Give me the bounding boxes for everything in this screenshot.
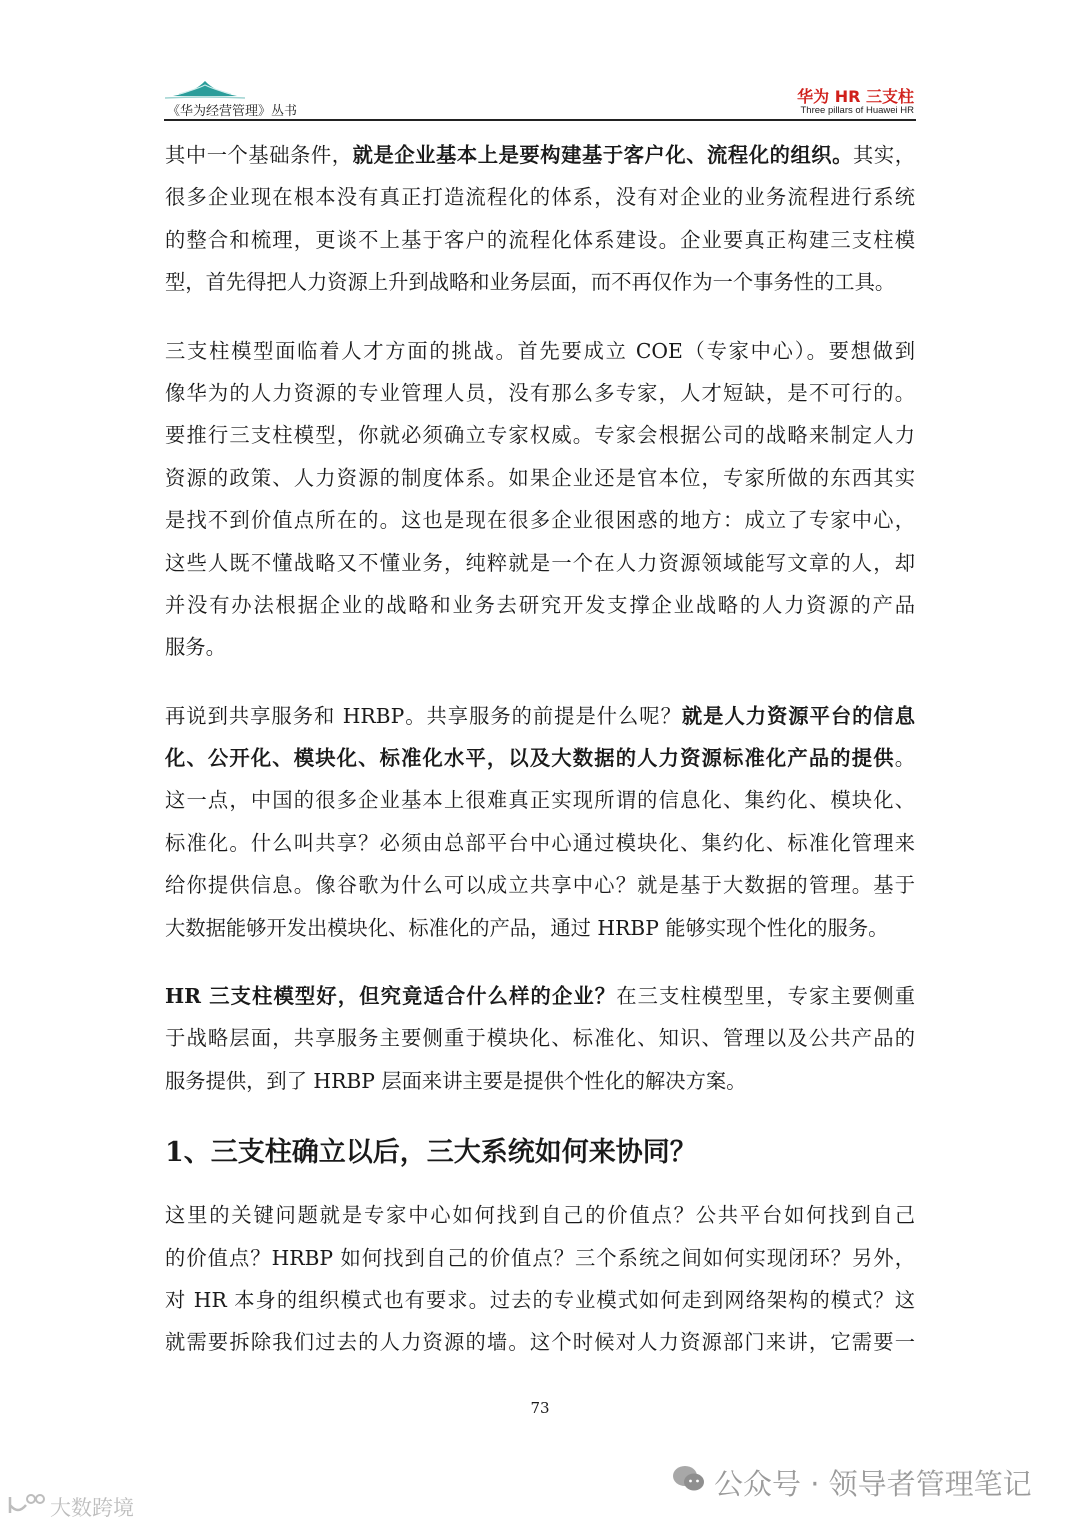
- text-line: [165, 372, 915, 414]
- body-text: 的整合和梳理，更谈不上基于客户的流程化体系建设。企业要真正构建三支柱模: [165, 227, 915, 252]
- wechat-watermark-text: 公众号 · 领导者管理笔记: [714, 1467, 1032, 1501]
- text-line: [165, 176, 915, 218]
- body-text: 再说到共享服务和 HRBP。共享服务的前提是什么呢？: [165, 703, 682, 728]
- paragraph: [165, 134, 915, 304]
- text-line: [165, 457, 915, 499]
- text-line: [165, 414, 915, 456]
- bold-text: 就是企业基本上是要构建基于客户化、流程化的组织。: [352, 143, 853, 167]
- body-text: 并没有办法根据企业的战略和业务去研究开发支撑企业战略的人力资源的产品: [165, 592, 915, 617]
- body-text: 这一点，中国的很多企业基本上很难真正实现所谓的信息化、集约化、模块化、: [165, 788, 915, 813]
- text-line: [165, 1017, 915, 1059]
- text-line: [165, 1060, 915, 1102]
- body-text: 是找不到价值点所在的。这也是现在很多企业很困惑的地方：成立了专家中心，: [165, 508, 915, 533]
- text-line: [165, 584, 915, 626]
- text-line: [165, 626, 915, 668]
- text-line: [165, 907, 915, 949]
- bold-text: 就是人力资源平台的信息: [681, 703, 915, 728]
- section-heading: 1、三支柱确立以后，三大系统如何来协同？: [165, 1137, 697, 1169]
- body-text: 服务提供，到了 HRBP 层面来讲主要是提供个性化的解决方案。: [165, 1068, 747, 1093]
- text-line: [165, 822, 915, 864]
- text-line: [165, 1237, 915, 1279]
- text-line: [165, 219, 915, 261]
- body-text: 于战略层面，共享服务主要侧重于模块化、标准化、知识、管理以及公共产品的: [165, 1026, 915, 1051]
- header-subtitle: Three pillars of Huawei HR: [800, 105, 914, 116]
- body-text: 服务。: [165, 635, 226, 660]
- body-text: 三支柱模型面临着人才方面的挑战。首先要成立 COE（专家中心）。要想做到: [165, 338, 915, 363]
- text-line: [165, 261, 915, 303]
- body-text: 大数据能够开发出模块化、标准化的产品，通过 HRBP 能够实现个性化的服务。: [165, 915, 889, 940]
- text-line: [165, 1194, 915, 1236]
- body-text: 标准化。什么叫共享？必须由总部平台中心通过模块化、集约化、标准化管理来: [165, 830, 915, 855]
- body-text: 的价值点？HRBP 如何找到自己的价值点？三个系统之间如何实现闭环？另外，: [165, 1245, 915, 1270]
- body-text: 。: [894, 746, 915, 771]
- text-line: [165, 499, 915, 541]
- body-text: 像华为的人力资源的专业管理人员，没有那么多专家，人才短缺，是不可行的。: [165, 380, 915, 405]
- body-text: 就需要拆除我们过去的人力资源的墙。这个时候对人力资源部门来讲，它需要一: [165, 1330, 915, 1355]
- body-text: 很多企业现在根本没有真正打造流程化的体系，没有对企业的业务流程进行系统: [165, 185, 915, 210]
- body-text: 对 HR 本身的组织模式也有要求。过去的专业模式如何走到网络架构的模式？这: [165, 1287, 915, 1312]
- body-text: 其实，: [853, 143, 915, 167]
- text-line: [165, 1279, 915, 1321]
- body-text: 给你提供信息。像谷歌为什么可以成立共享中心？就是基于大数据的管理。基于: [165, 873, 915, 898]
- header-title: 华为 HR 三支柱: [797, 87, 914, 106]
- source-watermark: [6, 1492, 134, 1522]
- wechat-icon: [672, 1464, 706, 1501]
- body-text: 资源的政策、人力资源的制度体系。如果企业还是官本位，专家所做的东西其实: [165, 465, 915, 490]
- bold-text: HR 三支柱模型好，但究竟适合什么样的企业？: [165, 984, 617, 1009]
- paragraph: [165, 975, 915, 1102]
- body-text: 这里的关键问题就是专家中心如何找到自己的价值点？公共平台如何找到自己: [165, 1203, 915, 1228]
- text-line: [165, 975, 915, 1017]
- bold-text: 化、公开化、模块化、标准化水平，以及大数据的人力资源标准化产品的提供: [165, 746, 895, 771]
- page-number: 73: [530, 1399, 550, 1417]
- paragraph: [165, 695, 915, 949]
- text-line: [165, 330, 915, 372]
- header-divider: [164, 119, 916, 121]
- body-text: 型，首先得把人力资源上升到战略和业务层面，而不再仅作为一个事务性的工具。: [165, 270, 896, 295]
- paragraph: [165, 330, 915, 669]
- text-line: [165, 542, 915, 584]
- body-text: 要推行三支柱模型，你就必须确立专家权威。专家会根据公司的战略来制定人力: [165, 423, 915, 448]
- source-logo-icon: [6, 1493, 46, 1522]
- text-line: [165, 1321, 915, 1363]
- body-text: 在三支柱模型里，专家主要侧重: [616, 984, 915, 1009]
- text-line: [165, 737, 915, 779]
- wechat-watermark: [672, 1462, 1032, 1503]
- book-series-label: 《华为经营管理》丛书: [167, 104, 298, 119]
- text-line: [165, 779, 915, 821]
- text-line: [165, 695, 915, 737]
- text-line: [165, 134, 915, 176]
- page-body: [165, 134, 915, 1390]
- body-text: 其中一个基础条件，: [165, 143, 353, 167]
- text-line: [165, 864, 915, 906]
- paragraph: [165, 1194, 915, 1364]
- body-text: 这些人既不懂战略又不懂业务，纯粹就是一个在人力资源领域能写文章的人，却: [165, 550, 915, 575]
- source-watermark-text: 大数跨境: [50, 1496, 134, 1520]
